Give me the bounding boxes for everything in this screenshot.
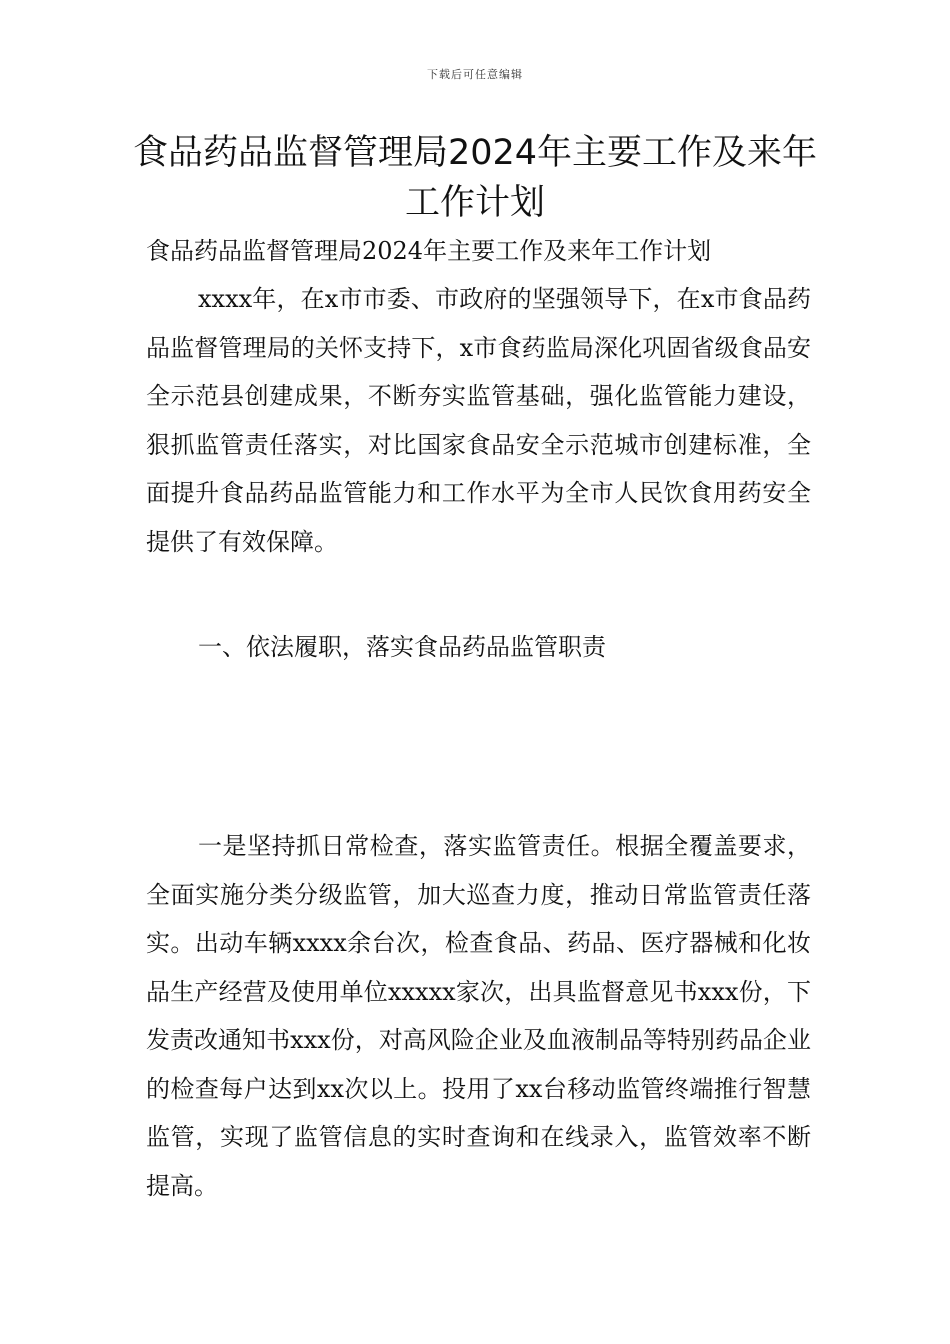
section-heading: 一、依法履职，落实食品药品监管职责 bbox=[198, 633, 606, 661]
document-subtitle: 食品药品监督管理局2024年主要工作及来年工作计划 bbox=[146, 237, 712, 265]
body-paragraph: 一是坚持抓日常检查，落实监管责任。根据全覆盖要求，全面实施分类分级监管，加大巡查力度，推动日常监管责任落实。出动车辆xxxx余台次，检查食品、药品、医疗器械和化妆品生产经营及使用单位xxxxx家次，出具监督意见书xxx份，下发责改通知书xxx份，对高风险企业及血液制品等特别药品企业的检查每户达到xx次以上。投用了xx台移动监管终端推行智慧监管，实现了监管信息的实时查询和在线录入，监管效率不断提高。 bbox=[146, 832, 811, 1200]
intro-paragraph: xxxx年，在x市市委、市政府的坚强领导下，在x市食品药品监督管理局的关怀支持下，x市食药监局深化巩固省级食品安全示范县创建成果，不断夯实监管基础，强化监管能力建设，狠抓监管责任落实，对比国家食品安全示范城市创建标准，全面提升食品药品监管能力和工作水平为全市人民饮食用药安全提供了有效保障。 bbox=[146, 285, 811, 556]
document-title: 食品药品监督管理局2024年主要工作及来年工作计划 bbox=[132, 133, 818, 223]
header-note: 下载后可任意编辑 bbox=[427, 68, 523, 81]
